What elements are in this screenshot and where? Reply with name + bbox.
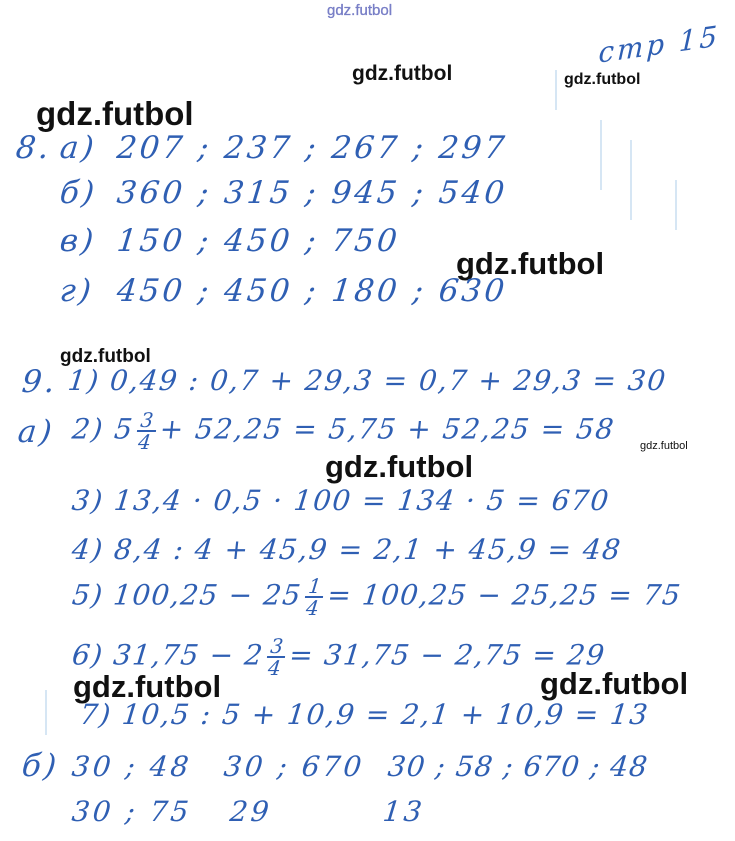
- answer-pair: 30 ; 58 ; 670 ; 48: [386, 750, 650, 783]
- answer-pair: 30 ; 75: [70, 795, 194, 828]
- watermark: gdz.futbol: [640, 440, 688, 452]
- fraction-denominator: 4: [266, 656, 284, 680]
- fraction-denominator: 4: [137, 430, 154, 454]
- task-9-part-a-label: а): [16, 414, 57, 450]
- mixed-fraction: [135, 410, 158, 452]
- task-8-row-values: 360 ; 315 ; 945 ; 540: [115, 175, 510, 211]
- line-5-suffix: = 100,25 − 25,25 = 75: [325, 578, 684, 612]
- page-label: стр 15: [598, 19, 721, 70]
- task-9-line-3: 3) 13,4 · 0,5 · 100 = 134 · 5 = 670: [70, 484, 612, 517]
- line-6-suffix: = 31,75 − 2,75 = 29: [287, 638, 607, 672]
- task-8-row-label: в): [58, 223, 99, 259]
- task-9-line-1: 1) 0,49 : 0,7 + 29,3 = 0,7 + 29,3 = 30: [66, 364, 669, 397]
- watermark: gdz.futbol: [73, 669, 222, 704]
- task-8-row-label: б): [58, 175, 99, 211]
- task-9-number: 9.: [20, 364, 60, 400]
- paper-bleed-line: [45, 690, 47, 735]
- answer-pair: 29: [228, 795, 274, 828]
- mixed-fraction: [265, 636, 287, 678]
- watermark: gdz.futbol: [352, 62, 453, 85]
- task-9-line-6: [70, 636, 607, 678]
- watermark: gdz.futbol: [540, 666, 689, 701]
- mixed-fraction: [303, 576, 325, 618]
- task-9-part-b-label: б): [20, 748, 61, 784]
- task-9-line-7: 7) 10,5 : 5 + 10,9 = 2,1 + 10,9 = 13: [78, 698, 651, 731]
- task-8-row-label: а): [58, 130, 99, 166]
- watermark-top: gdz.futbol: [327, 2, 393, 19]
- paper-bleed-line: [630, 140, 632, 220]
- answer-pair: 30 ; 670: [222, 750, 367, 783]
- task-8-row-values: 207 ; 237 ; 267 ; 297: [115, 130, 510, 166]
- task-8-row-values: 450 ; 450 ; 180 ; 630: [115, 273, 510, 309]
- fraction-numerator: 3: [139, 408, 157, 432]
- watermark: gdz.futbol: [60, 346, 151, 367]
- task-9-line-4: 4) 8,4 : 4 + 45,9 = 2,1 + 45,9 = 48: [70, 533, 624, 566]
- fraction-numerator: 1: [307, 574, 324, 598]
- fraction-numerator: 3: [269, 634, 286, 658]
- line-2-suffix: + 52,25 = 5,75 + 52,25 = 58: [158, 412, 617, 446]
- task-8-row-values: 150 ; 450 ; 750: [115, 223, 402, 259]
- watermark: gdz.futbol: [564, 71, 641, 88]
- watermark: gdz.futbol: [456, 246, 605, 281]
- line-6-prefix: 6) 31,75 − 2: [70, 638, 266, 672]
- paper-bleed-line: [600, 120, 602, 190]
- watermark: gdz.futbol: [36, 95, 194, 132]
- task-8-row-label: г): [58, 273, 96, 309]
- task-9-line-2: [70, 410, 617, 452]
- fraction-denominator: 4: [304, 596, 322, 620]
- line-2-prefix: 2) 5: [70, 412, 136, 446]
- task-8-number: 8.: [14, 130, 54, 166]
- line-5-prefix: 5) 100,25 − 25: [70, 578, 304, 612]
- answer-pair: 13: [381, 795, 427, 828]
- paper-bleed-line: [675, 180, 677, 230]
- paper-bleed-line: [555, 70, 557, 110]
- watermark: gdz.futbol: [325, 449, 474, 484]
- answer-pair: 30 ; 48: [70, 750, 194, 783]
- task-9-line-5: [70, 576, 684, 618]
